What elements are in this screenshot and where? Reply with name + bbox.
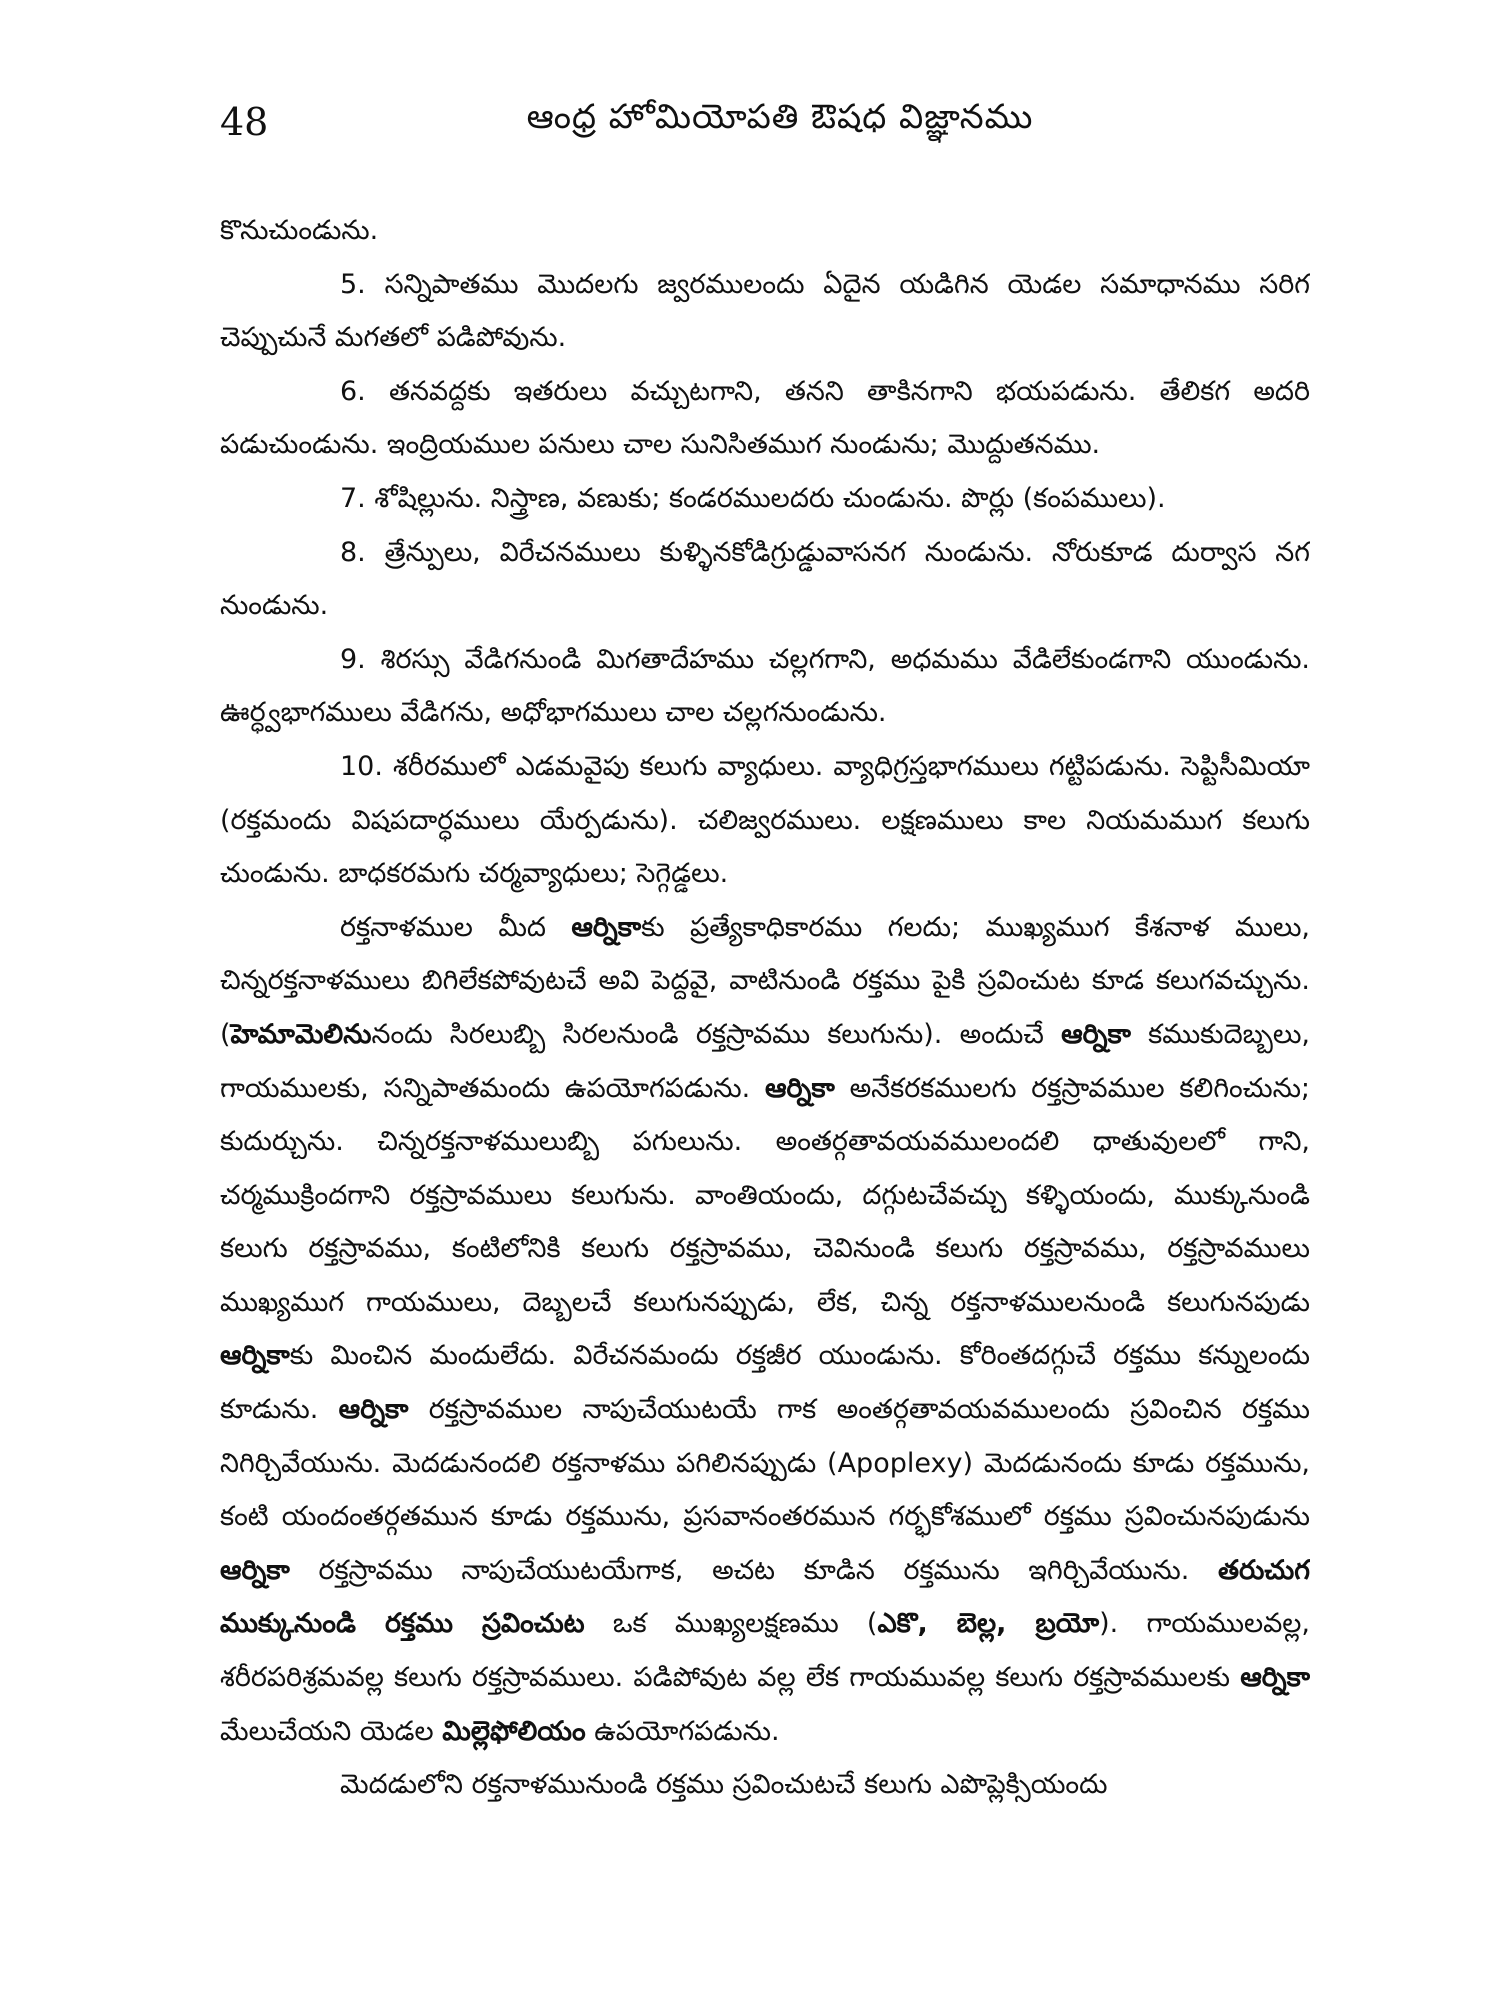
paragraph xyxy=(220,633,1310,740)
paragraph xyxy=(220,740,1310,901)
paragraph xyxy=(220,1758,1310,1812)
bold-text: ఆర్నికా xyxy=(764,1072,835,1104)
paragraph xyxy=(220,204,1310,258)
text-run: రక్తస్రావముల నాపుచేయుటయే గాక అంతర్గతావయవములందు స్రవించిన రక్తము నిగిర్చివేయును. మెదడునందలి రక్తనాళము పగిలినప్పుడు (Apoplexy) మెదడునందు కూడు రక్తమును, కంటి యందంతర్గతమున కూడు రక్తమును, ప్రసవానంతరమున గర్భకోశములో రక్తము స్రవించునపుడును xyxy=(220,1394,1310,1533)
text-run: 6. తనవద్దకు ఇతరులు వచ్చుటగాని, తనని తాకినగాని భయపడును. తేలికగ అదరి పడుచుండును. ఇంద్రియముల పనులు చాల సునిసితముగ నుండును; మొద్దుతనము. xyxy=(220,375,1310,461)
bold-text: ఎకొ, బెల్ల, బ్రయో xyxy=(877,1608,1100,1640)
text-run: 7. శోషిల్లును. నిస్త్రాణ, వణుకు; కండరములదరు చుండును. పొర్లు (కంపములు). xyxy=(340,482,1166,514)
running-title: ఆంధ్ర హోమియోపతి ఔషధ విజ్ఞానము xyxy=(526,97,1034,137)
text-run: మెదడులోని రక్తనాళమునుండి రక్తము స్రవించుటచే కలుగు ఎపొప్లెక్సియందు xyxy=(340,1769,1108,1801)
paragraph xyxy=(220,258,1310,365)
text-run: కముకుదెబ్బలు, గాయములకు, సన్నిపాతమందు ఉపయోగపడును. xyxy=(220,1018,1310,1104)
body-text xyxy=(220,204,1310,1904)
text-run: 8. త్రేన్పులు, విరేచనములు కుళ్ళినకోడిగ్రుడ్డువాసనగ నుండును. నోరుకూడ దుర్వాస నగ నుండును. xyxy=(220,536,1310,622)
text-run: మేలుచేయని యెడల xyxy=(220,1715,443,1747)
paragraph xyxy=(220,526,1310,633)
text-run: ఉపయోగపడును. xyxy=(585,1715,780,1747)
bold-text: ఆర్నికా xyxy=(220,1554,290,1586)
bold-text: హెమామెలిను xyxy=(230,1018,372,1050)
bold-text: మిల్లెఫోలియం xyxy=(442,1715,586,1747)
text-run: రక్తస్రావము నాపుచేయుటయేగాక, అచట కూడిన రక్తమును ఇగిర్చివేయును. xyxy=(289,1554,1219,1586)
page-number: 48 xyxy=(220,100,269,144)
paragraph xyxy=(220,472,1310,526)
bold-text: తరుచుగ ముక్కునుండి రక్తము స్రవించుట xyxy=(220,1554,1310,1640)
text-run: కొనుచుండును. xyxy=(220,215,379,246)
text-run: కు ప్రత్యేకాధికారము గలదు; ముఖ్యముగ కేశనాళ ములు, చిన్నరక్తనాళములు బిగిలేకపోవుటచే అవి పెద్దవై, వాటినుండి రక్తము పైకి స్రవించుట కూడ కలుగవచ్చును. ( xyxy=(220,911,1310,1050)
bold-text: ఆర్నికా xyxy=(571,911,642,943)
text-run: నందు సిరలుబ్బి సిరలనుండి రక్తస్రావము కలుగును). అందుచే xyxy=(371,1018,1062,1050)
page-header xyxy=(220,92,1300,152)
bold-text: ఆర్నికా xyxy=(220,1340,290,1372)
paragraph xyxy=(220,901,1310,1759)
bold-text: ఆర్నికా xyxy=(1240,1662,1310,1694)
paragraph xyxy=(220,365,1310,472)
text-run: ఒక ముఖ్యలక్షణము ( xyxy=(584,1608,878,1640)
text-run: 9. శిరస్సు వేడిగనుండి మిగతాదేహము చల్లగగాని, అధమము వేడిలేకుండగాని యుండును. ఊర్ధ్వభాగములు వేడిగను, అధోభాగములు చాల చల్లగనుండును. xyxy=(220,643,1310,729)
bold-text: ఆర్నికా xyxy=(338,1394,409,1426)
text-run: అనేకరకములగు రక్తస్రావముల కలిగించును; కుదుర్చును. చిన్నరక్తనాళములుబ్బి పగులును. అంతర్గతావయవములందలి ధాతువులలో గాని, చర్మముక్రిందగాని రక్తస్రావములు కలుగును. వాంతియందు, దగ్గుటచేవచ్చు కళ్ళియందు, ముక్కునుండి కలుగు రక్తస్రావము, కంటిలోనికి కలుగు రక్తస్రావము, చెవినుండి కలుగు రక్తస్రావము, రక్తస్రావములు ముఖ్యముగ గాయములు, దెబ్బలచే కలుగునప్పుడు, లేక, చిన్న రక్తనాళములనుండి కలుగునపుడు xyxy=(220,1072,1310,1318)
text-run: కు మించిన మందులేదు. విరేచనమందు రక్తజీర యుండును. కోరింతదగ్గుచే రక్తము కన్నులందు కూడును. xyxy=(220,1340,1310,1426)
text-run: 5. సన్నిపాతము మొదలగు జ్వరములందు ఏదైన యడిగిన యెడల సమాధానము సరిగ చెప్పుచునే మగతలో పడిపోవును. xyxy=(220,268,1310,354)
text-run: ). గాయములవల్ల, శరీరపరిశ్రమవల్ల కలుగు రక్తస్రావములు. పడిపోవుట వల్ల లేక గాయమువల్ల కలుగు రక్తస్రావములకు xyxy=(220,1608,1310,1694)
text-run: 10. శరీరములో ఎడమవైపు కలుగు వ్యాధులు. వ్యాధిగ్రస్తభాగములు గట్టిపడును. సెప్టిసీమియా (రక్తమందు విషపదార్ధములు యేర్పడును). చలిజ్వరములు. లక్షణములు కాల నియమముగ కలుగు చుండును. బాధకరమగు చర్మవ్యాధులు; సెగ్గెడ్డలు. xyxy=(220,750,1310,890)
bold-text: ఆర్నికా xyxy=(1061,1018,1131,1050)
text-run: రక్తనాళముల మీద xyxy=(340,911,572,943)
